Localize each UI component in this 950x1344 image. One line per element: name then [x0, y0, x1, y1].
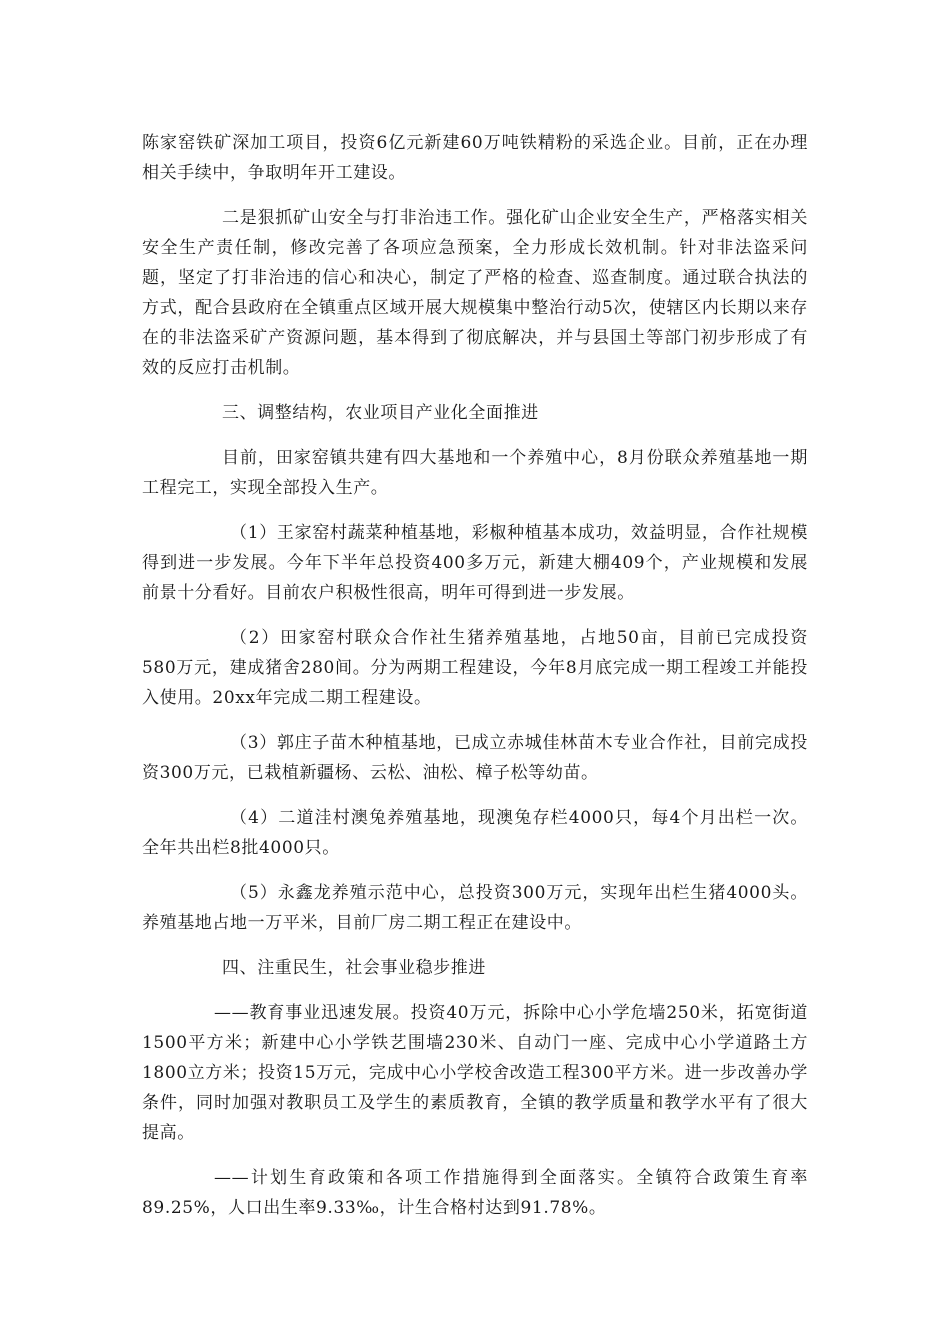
document-body	[142, 128, 808, 1238]
paragraph-mine-safety: 二是狠抓矿山安全与打非治违工作。强化矿山企业安全生产，严格落实相关安全生产责任制，修改完善了各项应急预案，全力形成长效机制。针对非法盗采问题，坚定了打非治违的信心和决心，制定了严格的检查、巡查制度。通过联合执法的方式，配合县政府在全镇重点区域开展大规模集中整治行动5次，使辖区内长期以来存在的非法盗采矿产资源问题，基本得到了彻底解决，并与县国土等部门初步形成了有效的反应打击机制。	[142, 208, 808, 378]
section-heading-agriculture: 三、调整结构，农业项目产业化全面推进	[222, 403, 539, 423]
paragraph-mine-project: 陈家窑铁矿深加工项目，投资6亿元新建60万吨铁精粉的采选企业。目前，正在办理相关手续中，争取明年开工建设。	[142, 133, 808, 183]
paragraph-family-planning: ——计划生育政策和各项工作措施得到全面落实。全镇符合政策生育率89.25%，人口出生率9.33‰，计生合格村达到91.78%。	[142, 1168, 808, 1218]
list-item-vegetable-base: （1）王家窑村蔬菜种植基地，彩椒种植基本成功，效益明显，合作社规模得到进一步发展。今年下半年总投资400多万元，新建大棚409个，产业规模和发展前景十分看好。目前农户积极性很高，明年可得到进一步发展。	[142, 523, 808, 603]
paragraph-agriculture-overview: 目前，田家窑镇共建有四大基地和一个养殖中心，8月份联众养殖基地一期工程完工，实现全部投入生产。	[142, 448, 808, 498]
section-heading-livelihood: 四、注重民生，社会事业稳步推进	[222, 958, 486, 978]
list-item-nursery-base: （3）郭庄子苗木种植基地，已成立赤城佳林苗木专业合作社，目前完成投资300万元，已栽植新疆杨、云松、油松、樟子松等幼苗。	[142, 733, 808, 783]
list-item-pig-farm: （2）田家窑村联众合作社生猪养殖基地，占地50亩，目前已完成投资580万元，建成猪舍280间。分为两期工程建设，今年8月底完成一期工程竣工并能投入使用。20xx年完成二期工程建设。	[142, 628, 808, 708]
paragraph-education: ——教育事业迅速发展。投资40万元，拆除中心小学危墙250米，拓宽街道1500平方米；新建中心小学铁艺围墙230米、自动门一座、完成中心小学道路土方1800立方米；投资15万元，完成中心小学校舍改造工程300平方米。进一步改善办学条件，同时加强对教职员工及学生的素质教育，全镇的教学质量和教学水平有了很大提高。	[142, 1003, 808, 1143]
list-item-breeding-center: （5）永鑫龙养殖示范中心，总投资300万元，实现年出栏生猪4000头。养殖基地占地一万平米，目前厂房二期工程正在建设中。	[142, 883, 808, 933]
list-item-rabbit-farm: （4）二道洼村澳兔养殖基地，现澳兔存栏4000只，每4个月出栏一次。全年共出栏8批4000只。	[142, 808, 808, 858]
